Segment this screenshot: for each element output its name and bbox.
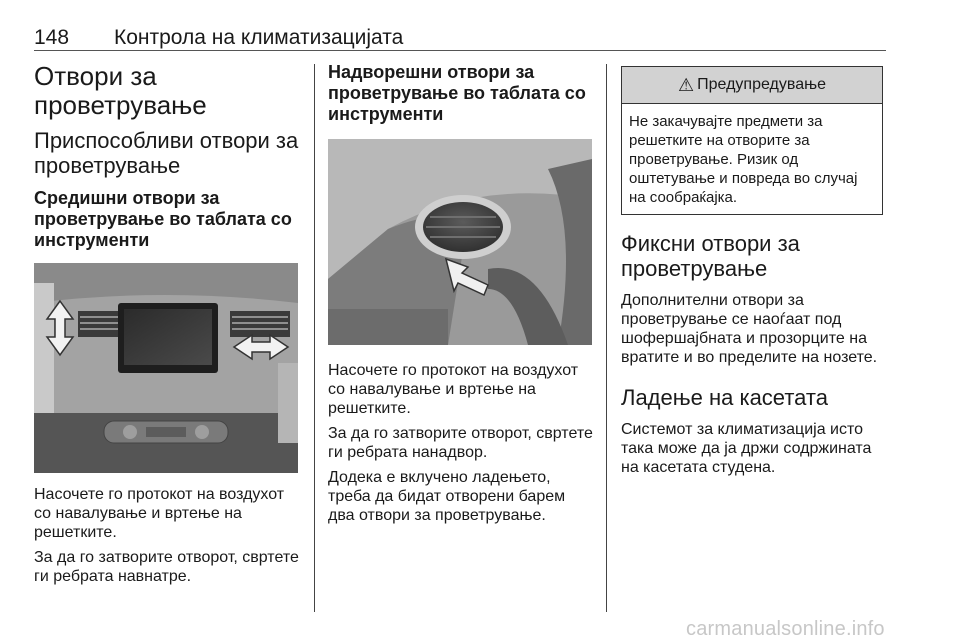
warning-box [621,66,883,215]
column-1 [34,62,304,592]
section-title: Отвори за проветрување [34,61,207,120]
header-rule [34,50,886,51]
subsection-title: Приспособливи отвори за проветрување [34,128,299,178]
column-divider-1 [314,64,315,612]
page-number: 148 [34,26,70,49]
warning-header [622,67,882,104]
paragraph-direct-airflow: Насочете го протокот на воздухот со навалување и вртење на решетките. [34,486,285,541]
central-vents-svg [34,263,298,473]
paragraph-close-vent-outer: За да го затворите отворот, свртете ги ребрата нанадвор. [328,425,593,461]
warning-title: Предупредување [697,76,826,93]
warning-text: Не закачувајте предмети за решетките на отворите за проветрување. Ризик од оштетување и повреда во случај на сообраќајка. [629,113,858,206]
outer-vent-svg [328,139,592,345]
subsection-title-fixed-vents: Фиксни отвори за проветрување [621,231,800,281]
subsection-title-glovebox-cooling: Ладење на касетата [621,385,828,410]
topic-title-outer-vents: Надворешни отвори за проветрување во таблата со инструменти [328,62,586,124]
outer-vent-illustration [328,139,592,345]
central-vents-illustration [34,263,298,473]
topic-title-central-vents: Средишни отвори за проветрување во таблата со инструменти [34,188,292,250]
running-title: Контрола на климатизацијата [114,26,404,49]
watermark: carmanualsonline.info [686,618,885,640]
column-divider-2 [606,64,607,612]
column-2 [328,62,596,531]
paragraph-fixed-vents: Дополнителни отвори за проветрување се наоѓаат под шофершајбната и прозорците на вратите и во пределите на нозете. [621,292,878,366]
paragraph-direct-airflow-outer: Насочете го протокот на воздухот со навалување и вртење на решетките. [328,362,579,417]
column-3 [621,66,889,483]
warning-triangle-icon: ⚠ [678,74,695,95]
paragraph-close-vent: За да го затворите отворот, свртете ги ребрата навнатре. [34,549,299,585]
paragraph-cooling-note: Додека е вклучено ладењето, треба да бидат отворени барем два отвори за проветрување. [328,469,566,524]
paragraph-glovebox-cooling: Системот за климатизација исто така може да ја држи содржината на касетата студена. [621,421,872,476]
page-header [34,26,886,48]
